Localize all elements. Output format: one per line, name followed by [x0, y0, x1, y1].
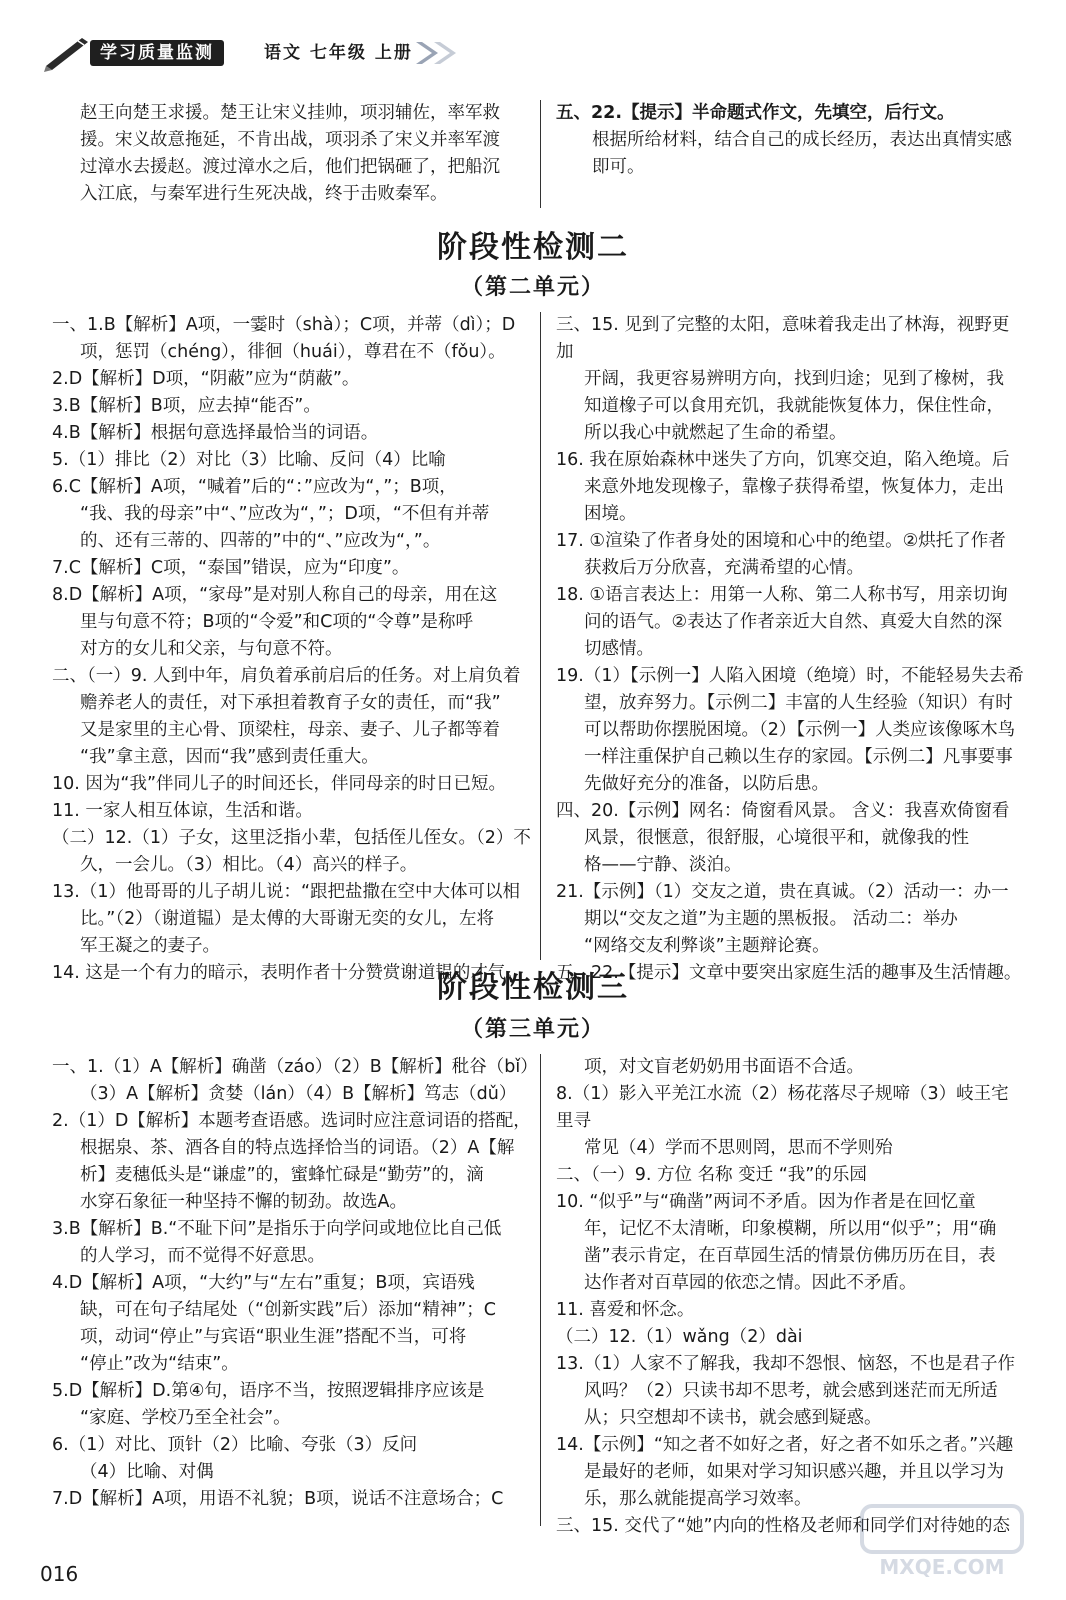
text-line: 项，对文盲老奶奶用书面语不合适。 [584, 1057, 864, 1077]
section-title: 阶段性检测三 [437, 970, 629, 1005]
watermark-logo [852, 1500, 1032, 1580]
text-line: 所以我心中就燃起了生命的希望。 [584, 423, 847, 443]
text-line: 又是家里的主心骨、顶梁柱，母亲、妻子、儿子都等着 [80, 720, 500, 740]
text-line: 三、15. 交代了“她”内向的性格及老师和同学们对待她的态 [556, 1516, 1011, 1536]
header-subtitle: 语文 七年级 上册 [264, 43, 413, 63]
text-line: 对方的女儿和父亲，与句意不符。 [80, 639, 343, 659]
text-line: 17. ①渲染了作者身处的困境和心中的绝望。②烘托了作者 [556, 531, 1006, 551]
text-line: 风景，很惬意，很舒服，心境很平和，就像我的性 [584, 828, 969, 848]
top-right-text [556, 100, 1026, 181]
text-line: （二）12.（1）wǎng（2）dài [556, 1327, 803, 1347]
text-line: 二、（一）9. 人到中年，肩负着承前启后的任务。对上肩负着 [52, 666, 521, 686]
text-line: 19.（1）【示例一】人陷入困境（绝境）时，不能轻易失去希 [556, 666, 1024, 686]
text-line: 五、22.【提示】文章中要突出家庭生活的趣事及生活情趣。 [556, 963, 1022, 983]
text-line: 知道橡子可以食用充饥，我就能恢复体力，保住性命， [584, 396, 1004, 416]
text-line: 先做好充分的准备，以防后患。 [584, 774, 829, 794]
text-line: （4）比喻、对偶 [80, 1462, 214, 1482]
text-line: “家庭、学校乃至全社会”。 [80, 1408, 291, 1428]
text-line: 7.C【解析】C项，“泰国”错误，应为“印度”。 [52, 558, 410, 578]
text-line: 3.B【解析】B项，应去掉“能否”。 [52, 396, 321, 416]
text-line: “我”拿主意，因而“我”感到责任重大。 [80, 747, 379, 767]
watermark-text: MXQE.COM [879, 1555, 1005, 1579]
text-line: 8.D【解析】A项，“家母”是对别人称自己的母亲，用在这 [52, 585, 498, 605]
text-line: 过漳水去援赵。渡过漳水之后，他们把锅砸了，把船沉 [80, 157, 500, 177]
pen-icon [42, 32, 92, 72]
text-line: 根据泉、茶、酒各自的特点选择恰当的词语。（2）A【解 [80, 1138, 515, 1158]
header-label: 学习质量监测 [90, 40, 224, 66]
text-line: 赵王向楚王求援。楚王让宋义挂帅，项羽辅佐，率军救 [80, 103, 500, 123]
text-line: 14. 这是一个有力的暗示，表明作者十分赞赏谢道韫的才气。 [52, 963, 523, 983]
text-line: 来意外地发现橡子，靠橡子获得希望，恢复体力，走出 [584, 477, 1004, 497]
top-left-text [80, 100, 535, 208]
text-line: 格——宁静、淡泊。 [584, 855, 742, 875]
text-line: 18. ①语言表达上：用第一人称、第二人称书写，用亲切询 [556, 585, 1008, 605]
text-line: 凿”表示肯定，在百草园生活的情景仿佛历历在目，表 [584, 1246, 996, 1266]
text-line: 可以帮助你摆脱困境。（2）【示例一】人类应该像啄木鸟 [584, 720, 1016, 740]
text-line: 11. 喜爱和怀念。 [556, 1300, 695, 1320]
text-line: 风吗？（2）只读书却不思考，就会感到迷茫而无所适 [584, 1381, 998, 1401]
text-line: 的人学习，而不觉得不好意思。 [80, 1246, 325, 1266]
text-line: 缺，可在句子结尾处（“创新实践”后）添加“精神”；C [80, 1300, 496, 1320]
text-line: “网络交友利弊谈”主题辩论赛。 [584, 936, 830, 956]
text-line: 二、（一）9. 方位 名称 变迁 “我”的乐园 [556, 1165, 867, 1185]
text-line: 从；只空想却不读书，就会感到疑惑。 [584, 1408, 882, 1428]
text-line: 21.【示例】（1）交友之道，贵在真诚。（2）活动一：办一 [556, 882, 1009, 902]
column-divider [540, 312, 541, 960]
section3-left-column [52, 1054, 540, 1513]
section2-left-column [52, 312, 540, 987]
text-line: 3.B【解析】B.“不耻下问”是指乐于向学问或地位比自己低 [52, 1219, 502, 1239]
text-line: 入江底，与秦军进行生死决战，终于击败秦军。 [80, 184, 448, 204]
text-line: 6.（1）对比、顶针（2）比喻、夸张（3）反问 [52, 1435, 418, 1455]
text-line: （3）A【解析】贪婪（lán）（4）B【解析】笃志（dǔ） [80, 1084, 517, 1104]
section-title: 阶段性检测二 [437, 230, 629, 265]
text-line: 里与句意不符；B项的“令爱”和C项的“令尊”是称呼 [80, 612, 473, 632]
text-line: 一、1.（1）A【解析】确凿（záo）（2）B【解析】秕谷（bǐ） [52, 1057, 538, 1077]
text-line: 项，动词“停止”与宾语“职业生涯”搭配不当，可将 [80, 1327, 467, 1347]
text-line: 5.（1）排比（2）对比（3）比喻、反问（4）比喻 [52, 450, 446, 470]
text-line: 三、15. 见到了完整的太阳，意味着我走出了林海，视野更加 [556, 315, 1010, 362]
column-divider [540, 100, 541, 208]
page-header [42, 30, 462, 74]
text-line: 达作者对百草园的依恋之情。因此不矛盾。 [584, 1273, 917, 1293]
text-line: 16. 我在原始森林中迷失了方向，饥寒交迫，陷入绝境。后 [556, 450, 1010, 470]
text-line: 2.（1）D【解析】本题考查语感。选词时应注意词语的搭配， [52, 1111, 531, 1131]
text-line: “我、我的母亲”中“、”应改为“，”；D项，“不但有并蒂 [80, 504, 490, 524]
text-line: 期以“交友之道”为主题的黑板报。 活动二：举办 [584, 909, 958, 929]
text-line: 10. “似乎”与“确凿”两词不矛盾。因为作者是在回忆童 [556, 1192, 976, 1212]
text-line: 问的语气。②表达了作者亲近大自然、真爱大自然的深 [584, 612, 1003, 632]
text-line: 7.D【解析】A项，用语不礼貌；B项，说话不注意场合；C [52, 1489, 504, 1509]
column-divider [540, 1054, 541, 1526]
text-line: 望，放弃努力。【示例二】丰富的人生经验（知识）有时 [584, 693, 1013, 713]
text-line: 困境。 [584, 504, 637, 524]
text-line: 五、22.【提示】半命题式作文，先填空，后行文。 [556, 103, 955, 123]
text-line: 赡养老人的责任，对下承担着教育子女的责任，而“我” [80, 693, 501, 713]
text-line: 比。”（2）（谢道韫）是太傅的大哥谢无奕的女儿，左将 [80, 909, 494, 929]
text-line: 5.D【解析】D.第④句，语序不当，按照逻辑排序应该是 [52, 1381, 485, 1401]
text-line: 开阔，我更容易辨明方向，找到归途；见到了橡树，我 [584, 369, 1004, 389]
text-line: 2.D【解析】D项，“阴蔽”应为“荫蔽”。 [52, 369, 360, 389]
chevron-right-icon [412, 38, 468, 68]
text-line: 即可。 [592, 157, 645, 177]
text-line: 的、还有三蒂的、四蒂的”中的“、”应改为“，”。 [80, 531, 441, 551]
section3-right-column [556, 1054, 1026, 1540]
text-line: 乐，那么就能提高学习效率。 [584, 1489, 812, 1509]
text-line: 援。宋义故意拖延，不肯出战，项羽杀了宋义并率军渡 [80, 130, 500, 150]
section-subtitle: （第三单元） [460, 1017, 605, 1042]
section2-right-column [556, 312, 1026, 987]
text-line: （二）12.（1）子女，这里泛指小辈，包括侄儿侄女。（2）不 [52, 828, 531, 848]
text-line: 根据所给材料，结合自己的成长经历，表达出真情实感 [592, 130, 1012, 150]
text-line: 获救后万分欣喜，充满希望的心情。 [584, 558, 864, 578]
text-line: 析】麦穗低头是“谦虚”的，蜜蜂忙碌是“勤劳”的，滴 [80, 1165, 484, 1185]
text-line: 6.C【解析】A项，“喊着”后的“：”应改为“，”；B项， [52, 477, 457, 497]
text-line: 13.（1）人家不了解我，我却不怨恨、恼怒，不也是君子作 [556, 1354, 1015, 1374]
page-number: 016 [40, 1562, 79, 1586]
text-line: 年，记忆不太清晰，印象模糊，所以用“似乎”；用“确 [584, 1219, 997, 1239]
text-line: 一、1.B【解析】A项，一霎时（shà）；C项，并蒂（dì）；D [52, 315, 516, 335]
text-line: 4.B【解析】根据句意选择最恰当的词语。 [52, 423, 379, 443]
text-line: 10. 因为“我”伴同儿子的时间还长，伴同母亲的时日已短。 [52, 774, 507, 794]
text-line: 4.D【解析】A项，“大约”与“左右”重复；B项，宾语残 [52, 1273, 475, 1293]
text-line: 项，惩罚（chéng），徘徊（huái），尊君在不（fǒu）。 [80, 342, 506, 362]
text-line: 四、20.【示例】网名：倚窗看风景。 含义：我喜欢倚窗看 [556, 801, 1010, 821]
section-subtitle: （第二单元） [460, 275, 605, 300]
text-line: 水穿石象征一种坚持不懈的韧劲。故选A。 [80, 1192, 407, 1212]
text-line: 切感情。 [584, 639, 654, 659]
text-line: 常见（4）学而不思则罔，思而不学则殆 [584, 1138, 893, 1158]
text-line: 14.【示例】“知之者不如好之者，好之者不如乐之者。”兴趣 [556, 1435, 1014, 1455]
text-line: 11. 一家人相互体谅，生活和谐。 [52, 801, 313, 821]
text-line: 8.（1）影入平羌江水流（2）杨花落尽子规啼（3）岐王宅里寻 [556, 1084, 1009, 1131]
text-line: 13.（1）他哥哥的儿子胡儿说：“跟把盐撒在空中大体可以相 [52, 882, 521, 902]
text-line: “停止”改为“结束”。 [80, 1354, 239, 1374]
text-line: 一样注重保护自己赖以生存的家园。【示例二】凡事要事 [584, 747, 1013, 767]
text-line: 久，一会儿。（3）相比。（4）高兴的样子。 [80, 855, 418, 875]
text-line: 是最好的老师，如果对学习知识感兴趣，并且以学习为 [584, 1462, 1004, 1482]
text-line: 军王凝之的妻子。 [80, 936, 220, 956]
